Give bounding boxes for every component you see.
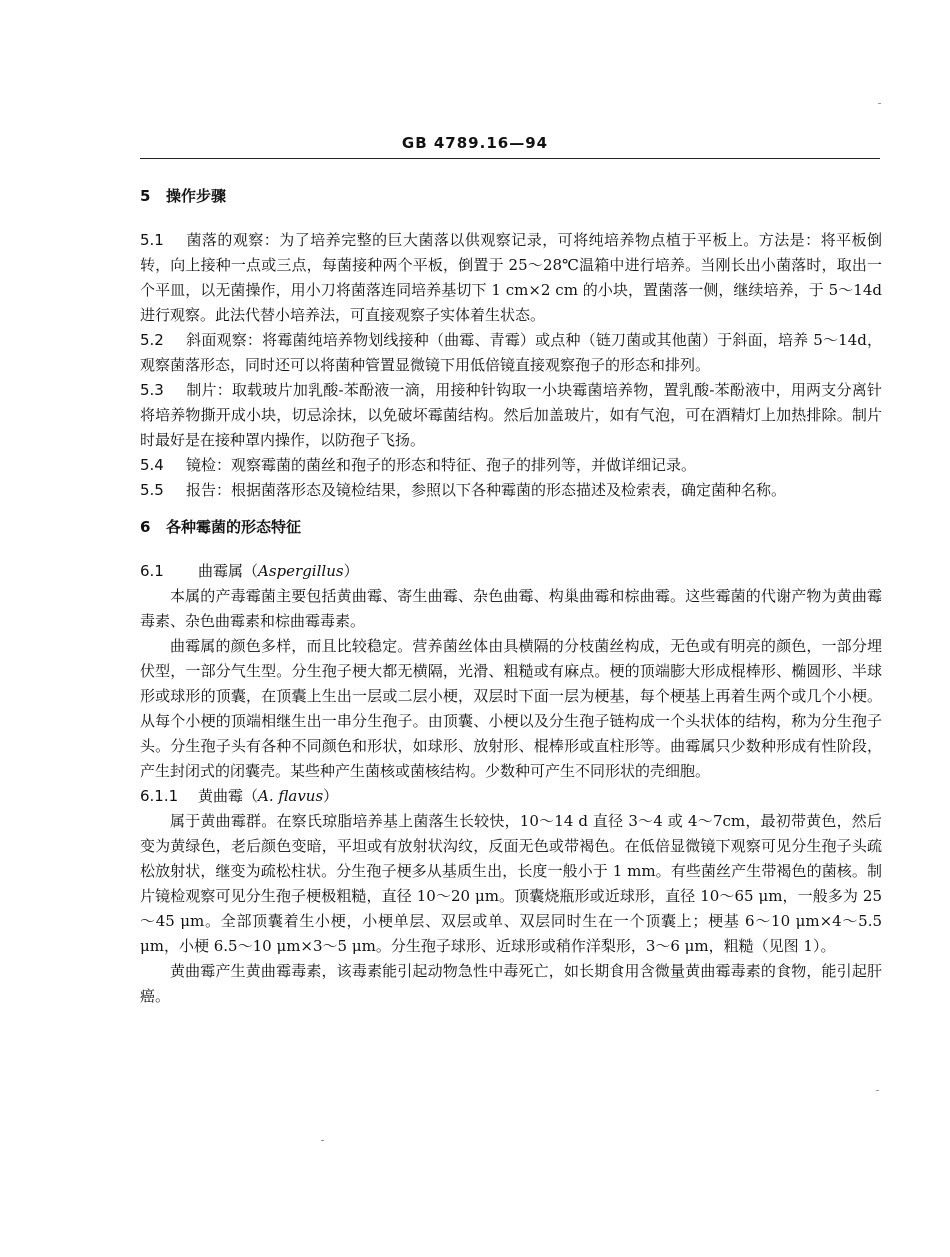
clause-6-1-heading <box>140 559 882 584</box>
clause-text: 菌落的观察：为了培养完整的巨大菌落以供观察记录，可将纯培养物点植于平板上。方法是：将平板倒转，向上接种一点或三点，每菌接种两个平板，倒置于 25～28℃温箱中进行培养。当刚长出小菌落时，取出一个平皿，以无菌操作，用小刀将菌落连同培养基切下 1 cm×2 cm 的小块，置菌落一侧，继续培养，于 5～14d 进行观察。此法代替小培养法，可直接观察子实体着生状态。 <box>140 231 882 324</box>
clause-5-2 <box>140 328 882 378</box>
paragraph: 本属的产毒霉菌主要包括黄曲霉、寄生曲霉、杂色曲霉、构巢曲霉和棕曲霉。这些霉菌的代谢产物为黄曲霉毒素、杂色曲霉素和棕曲霉毒素。 <box>140 587 882 630</box>
scan-speck <box>321 1140 324 1141</box>
clause-number: 6.1.1 <box>140 787 179 805</box>
clause-number: 5.2 <box>140 331 164 349</box>
paragraph: 黄曲霉产生黄曲霉毒素，该毒素能引起动物急性中毒死亡，如长期食用含微量黄曲霉毒素的食物，能引起肝癌。 <box>140 962 882 1005</box>
section-title: 操作步骤 <box>166 187 227 205</box>
clause-title: 黄曲霉（ <box>198 787 259 805</box>
clause-number: 5.5 <box>140 481 164 499</box>
section-number: 5 <box>140 187 151 205</box>
clause-number: 5.1 <box>140 231 164 249</box>
scan-speck <box>878 103 881 104</box>
clause-5-3 <box>140 378 882 453</box>
clause-number: 5.3 <box>140 381 164 399</box>
paragraph: 曲霉属的颜色多样，而且比较稳定。营养菌丝体由具横隔的分枝菌丝构成，无色或有明亮的颜色，一部分埋伏型，一部分气生型。分生孢子梗大都无横隔，光滑、粗糙或有麻点。梗的顶端膨大形成棍棒形、椭圆形、半球形或球形的顶囊，在顶囊上生出一层或二层小梗，双层时下面一层为梗基，每个梗基上再着生两个或几个小梗。从每个小梗的顶端相继生出一串分生孢子。由顶囊、小梗以及分生孢子链构成一个头状体的结构，称为分生孢子头。分生孢子头有各种不同颜色和形状，如球形、放射形、棍棒形或直柱形等。曲霉属只少数种形成有性阶段，产生封闭式的闭囊壳。某些种产生菌核或菌核结构。少数种可产生不同形状的壳细胞。 <box>140 637 882 780</box>
section-title: 各种霉菌的形态特征 <box>166 518 302 536</box>
clause-6-1-1-heading <box>140 784 882 809</box>
paren-close: ） <box>343 562 359 580</box>
section-number: 6 <box>140 518 151 536</box>
clause-text: 制片：取载玻片加乳酸-苯酚液一滴，用接种针钩取一小块霉菌培养物，置乳酸-苯酚液中，用两支分离针将培养物撕开成小块，切忌涂抹，以免破坏霉菌结构。然后加盖玻片，如有气泡，可在酒精灯上加热排除。制片时最好是在接种罩内操作，以防孢子飞扬。 <box>140 381 882 449</box>
paragraph: 属于黄曲霉群。在察氏琼脂培养基上菌落生长较快，10～14 d 直径 3～4 或 4～7cm，最初带黄色，然后变为黄绿色，老后颜色变暗，平坦或有放射状沟纹，反面无色或带褐色。在低倍显微镜下观察可见分生孢子头疏松放射状，继变为疏松柱状。分生孢子梗多从基质生出，长度一般小于 1 mm。有些菌丝产生带褐色的菌核。制片镜检观察可见分生孢子梗极粗糙，直径 10～20 μm。顶囊烧瓶形或近球形，直径 10～65 μm，一般多为 25～45 μm。全部顶囊着生小梗，小梗单层、双层或单、双层同时生在一个顶囊上；梗基 6～10 μm×4～5.5 μm，小梗 6.5～10 μm×3～5 μm。分生孢子球形、近球形或稍作洋梨形，3～6 μm，粗糙（见图 1）。 <box>140 812 882 955</box>
clause-text: 镜检：观察霉菌的菌丝和孢子的形态和特征、孢子的排列等，并做详细记录。 <box>186 456 697 474</box>
clause-title: 曲霉属（ <box>198 562 259 580</box>
section-6-heading <box>140 515 882 540</box>
clause-text: 报告：根据菌落形态及镜检结果，参照以下各种霉菌的形态描述及检索表，确定菌种名称。 <box>186 481 787 499</box>
paren-close: ） <box>323 787 339 805</box>
clause-number: 6.1 <box>140 562 164 580</box>
latin-name: Aspergillus <box>258 562 344 580</box>
document-body <box>140 184 882 1009</box>
clause-text: 斜面观察：将霉菌纯培养物划线接种（曲霉、青霉）或点种（链刀菌或其他菌）于斜面，培养 5～14d，观察菌落形态，同时还可以将菌种管置显微镜下用低倍镜直接观察孢子的形态和排列。 <box>140 331 882 374</box>
clause-number: 5.4 <box>140 456 164 474</box>
clause-5-5 <box>140 478 882 503</box>
clause-5-1 <box>140 228 882 328</box>
page-header: GB 4789.16—94 <box>401 134 549 152</box>
section-5-heading <box>140 184 882 209</box>
header-rule <box>140 158 880 159</box>
scan-speck <box>876 1090 879 1091</box>
latin-name: A. flavus <box>258 787 324 805</box>
clause-5-4 <box>140 453 882 478</box>
